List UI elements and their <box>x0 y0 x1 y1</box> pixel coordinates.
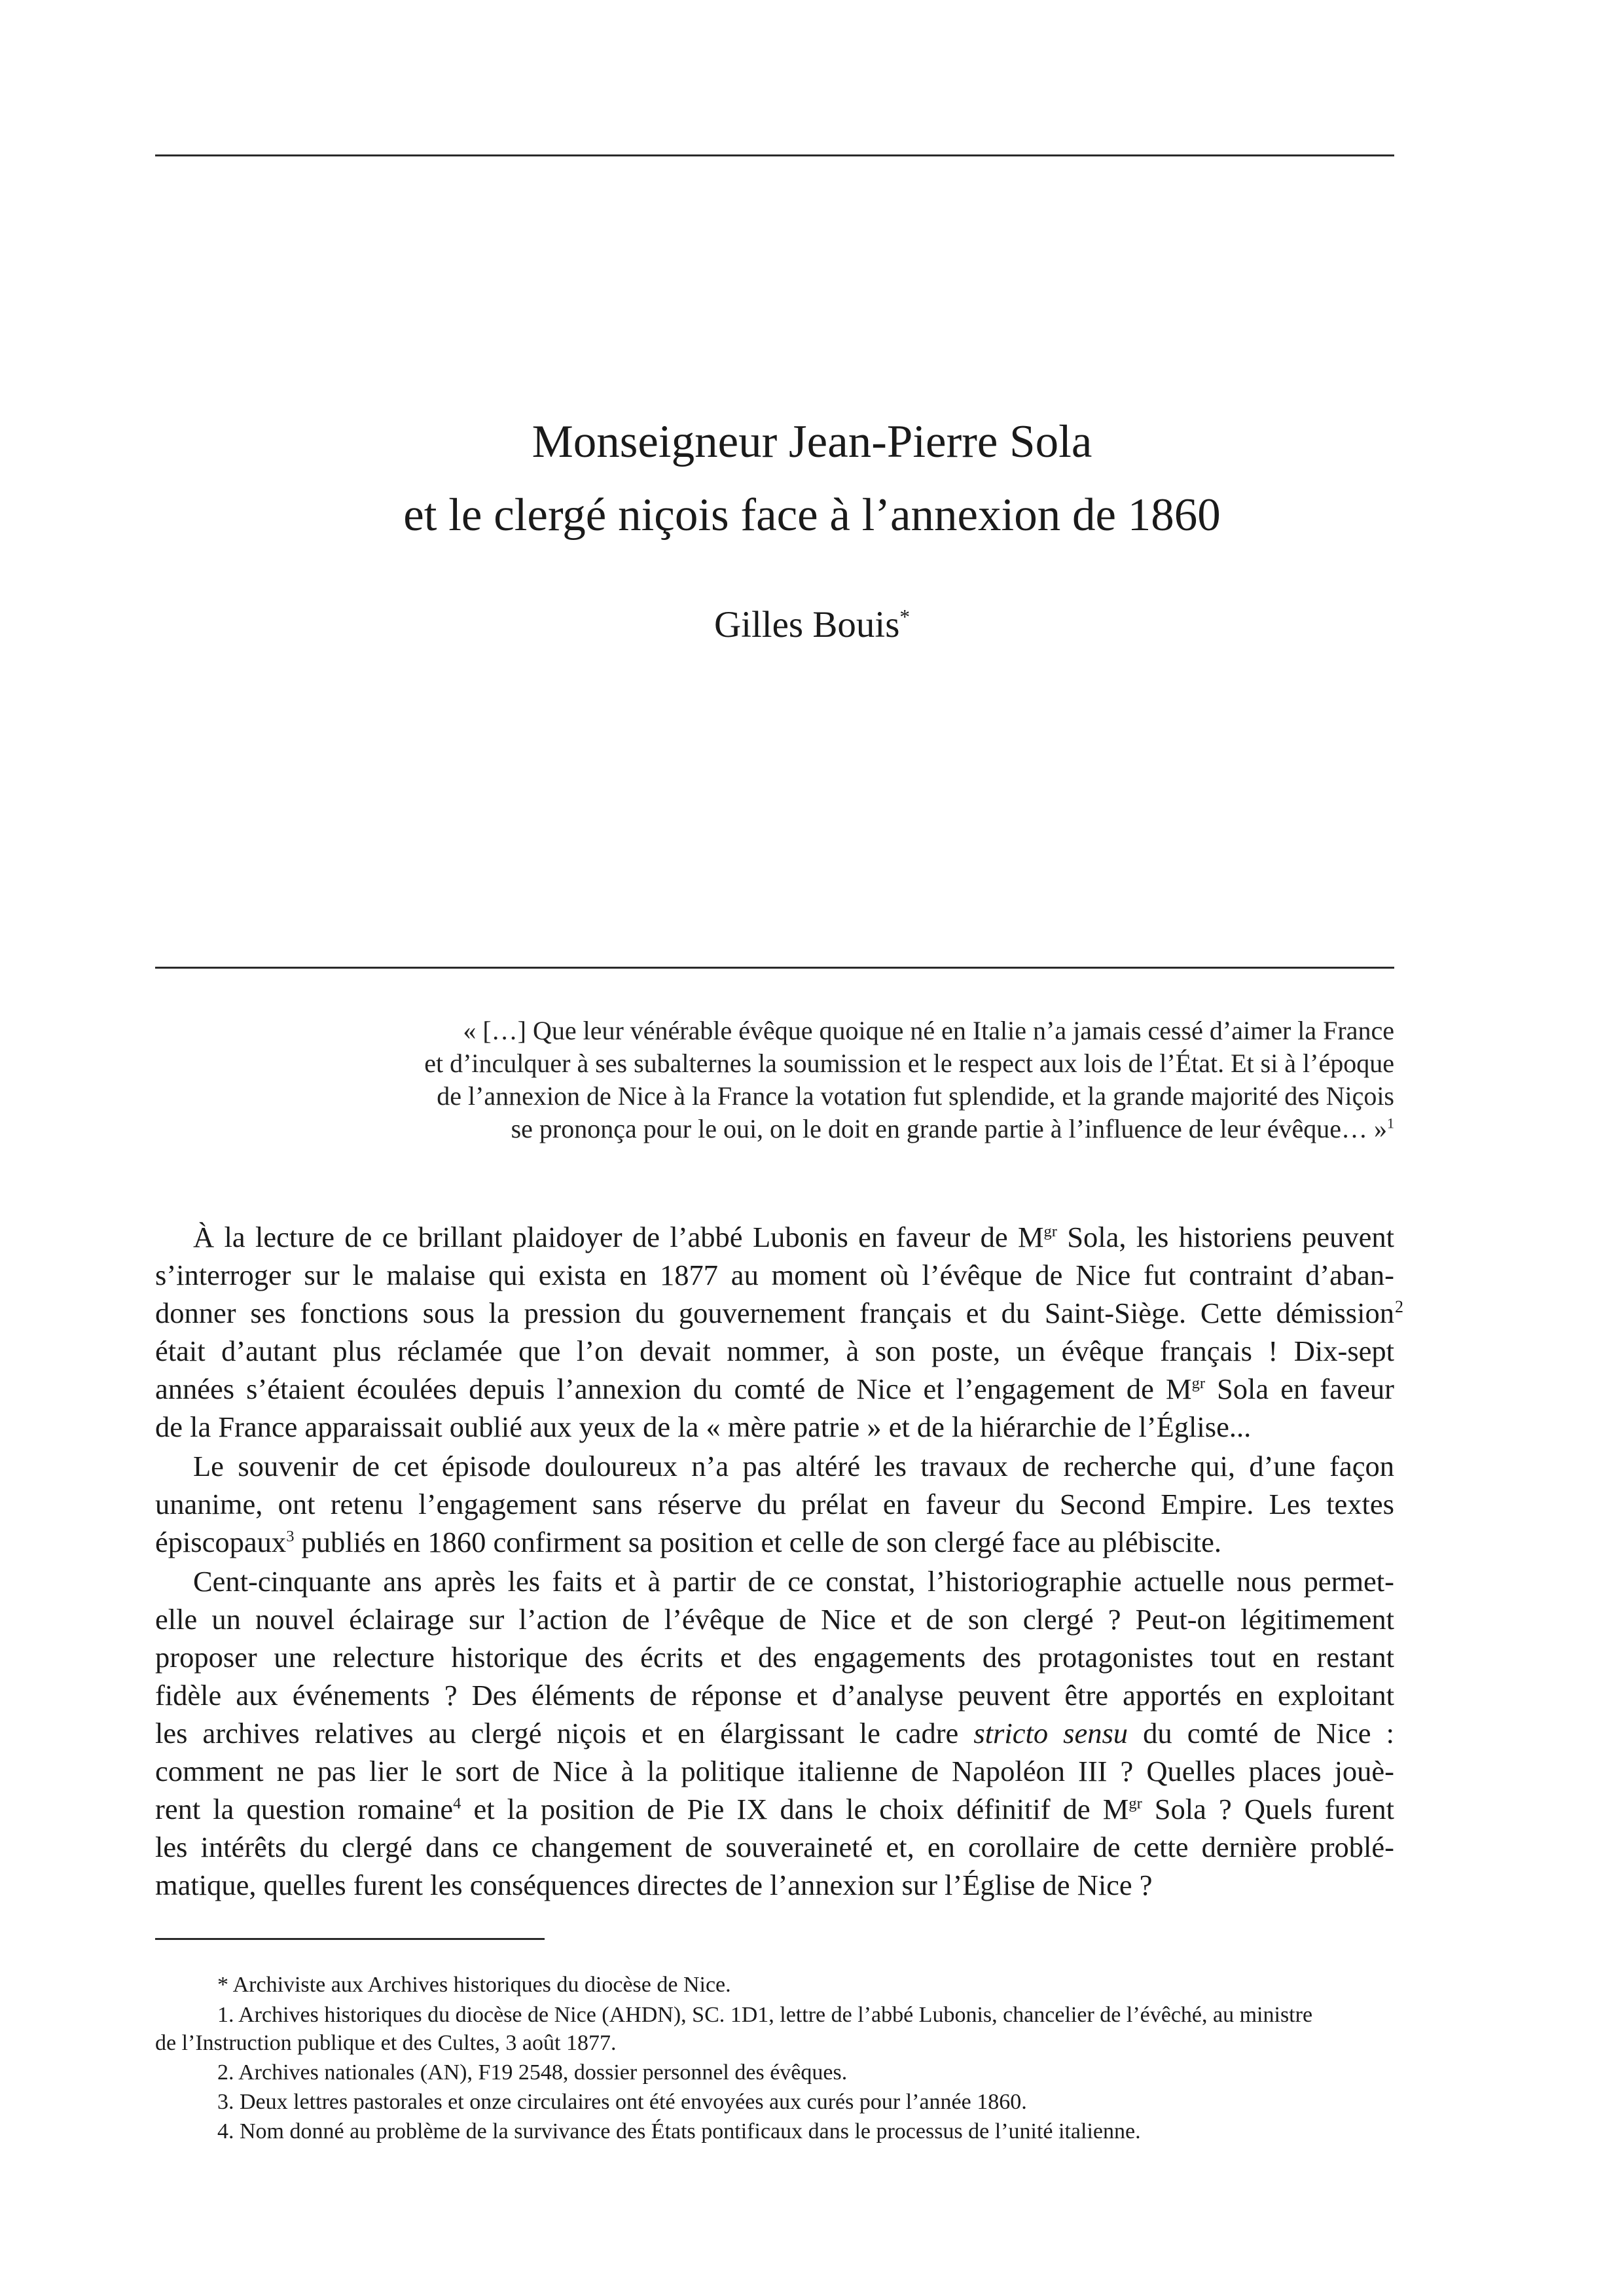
body-text: années s’étaient écoulées depuis l’annexion du comté de Nice et l’engagement de M <box>155 1372 1192 1405</box>
footnote-ref-3: 3 <box>286 1528 295 1546</box>
body-line: de la France apparaissait oublié aux yeux de la « mère patrie » et de la hiérarchie de l’Église... <box>155 1410 1252 1443</box>
body-line: s’interroger sur le malaise qui exista en 1877 au moment où l’évêque de Nice fut contraint d’aban- <box>155 1259 1394 1291</box>
footnote-star: * Archiviste aux Archives historiques du diocèse de Nice. <box>217 1973 731 1997</box>
mgr-abbrev: gr <box>1191 1374 1205 1393</box>
body-text: Sola, les historiens peuvent <box>1056 1221 1394 1253</box>
footnote-3: 3. Deux lettres pastorales et onze circulaires ont été envoyées aux curés pour l’année 1860. <box>217 2090 1027 2114</box>
body-text: était d’autant plus réclamée que l’on devait nommer, à son poste, un évêque français ! Dix-sept <box>155 1335 1394 1367</box>
footnote-1-line-1: 1. Archives historiques du diocèse de Nice (AHDN), SC. 1D1, lettre de l’abbé Lubonis, chancelier de l’évêché, au ministre <box>217 2003 1313 2027</box>
footnote-ref-4: 4 <box>453 1795 461 1813</box>
header-rule-top <box>155 154 1394 156</box>
body-line: comment ne pas lier le sort de Nice à la politique italienne de Napoléon III ? Quelles places jouè- <box>155 1755 1394 1787</box>
epigraph-line: « […] Que leur vénérable évêque quoique né en Italie n’a jamais cessé d’aimer la France <box>463 1016 1394 1045</box>
footnote-ref-1: 1 <box>1387 1115 1394 1132</box>
mgr-abbrev: gr <box>1128 1795 1142 1813</box>
body-text: épiscopaux <box>155 1526 287 1558</box>
footnote-4: 4. Nom donné au problème de la survivance des États pontificaux dans le processus de l’unité italienne. <box>217 2119 1141 2144</box>
body-line: unanime, ont retenu l’engagement sans réserve du prélat en faveur du Second Empire. Les textes <box>155 1488 1394 1520</box>
article-title-line-1: Monseigneur Jean-Pierre Sola <box>532 416 1092 467</box>
body-line <box>155 1719 1394 1748</box>
footnote-2: 2. Archives nationales (AN), F19 2548, dossier personnel des évêques. <box>217 2060 848 2085</box>
body-text: du comté de Nice : <box>1128 1717 1394 1749</box>
body-text: Sola en faveur <box>1204 1372 1394 1405</box>
body-line <box>193 1223 1394 1252</box>
epigraph-line: de l’annexion de Nice à la France la votation fut splendide, et la grande majorité des Niçois <box>437 1081 1394 1111</box>
mgr-abbrev: gr <box>1043 1223 1057 1241</box>
body-line <box>155 1336 1394 1366</box>
epigraph-text: se prononça pour le oui, on le doit en grande partie à l’influence de leur évêque… » <box>511 1114 1387 1143</box>
body-text: À la lecture de ce brillant plaidoyer de l’abbé Lubonis en faveur de M <box>193 1221 1044 1253</box>
header-rule-bottom <box>155 967 1394 969</box>
footnote-separator <box>155 1938 545 1940</box>
body-text: rent la question romaine <box>155 1793 454 1825</box>
body-text: publiés en 1860 confirment sa position et celle de son clergé face au plébiscite. <box>294 1526 1221 1558</box>
body-line: les intérêts du clergé dans ce changement de souveraineté et, en corollaire de cette dernière problé- <box>155 1831 1394 1863</box>
italic-term: stricto sensu <box>973 1717 1128 1749</box>
body-line <box>155 1374 1394 1404</box>
body-line <box>155 1528 1394 1557</box>
body-line: fidèle aux événements ? Des éléments de réponse et d’analyse peuvent être apportés en exploitant <box>155 1679 1394 1712</box>
body-text: les archives relatives au clergé niçois et en élargissant le cadre <box>155 1717 974 1749</box>
body-line: Le souvenir de cet épisode douloureux n’a pas altéré les travaux de recherche qui, d’une façon <box>193 1450 1394 1482</box>
body-line <box>155 1795 1394 1824</box>
epigraph-line: et d’inculquer à ses subalternes la soumission et le respect aux lois de l’État. Et si à l’époque <box>424 1049 1394 1078</box>
body-text: et la position de Pie IX dans le choix définitif de M <box>461 1793 1129 1825</box>
author-footnote-mark: * <box>899 605 911 628</box>
footnote-ref-2: 2 <box>1395 1297 1403 1316</box>
body-text: Sola ? Quels furent <box>1142 1793 1394 1825</box>
author-name <box>155 603 1469 646</box>
body-line: donner ses fonctions sous la pression du gouvernement français et du Saint-Siège. Cette démission <box>155 1297 1394 1329</box>
body-line: matique, quelles furent les conséquences directes de l’annexion sur l’Église de Nice ? <box>155 1869 1153 1901</box>
body-line: Cent-cinquante ans après les faits et à partir de ce constat, l’historiographie actuelle nous permet- <box>193 1565 1394 1598</box>
article-title-line-2: et le clergé niçois face à l’annexion de 1860 <box>403 490 1221 541</box>
author-text: Gilles Bouis <box>713 604 900 645</box>
footnote-1-line-2: de l’Instruction publique et des Cultes, 3 août 1877. <box>155 2031 617 2055</box>
epigraph-line <box>216 1116 1394 1142</box>
body-line: proposer une relecture historique des écrits et des engagements des protagonistes tout en restant <box>155 1641 1394 1674</box>
body-line: elle un nouvel éclairage sur l’action de l’évêque de Nice et de son clergé ? Peut-on légitimement <box>155 1603 1394 1636</box>
